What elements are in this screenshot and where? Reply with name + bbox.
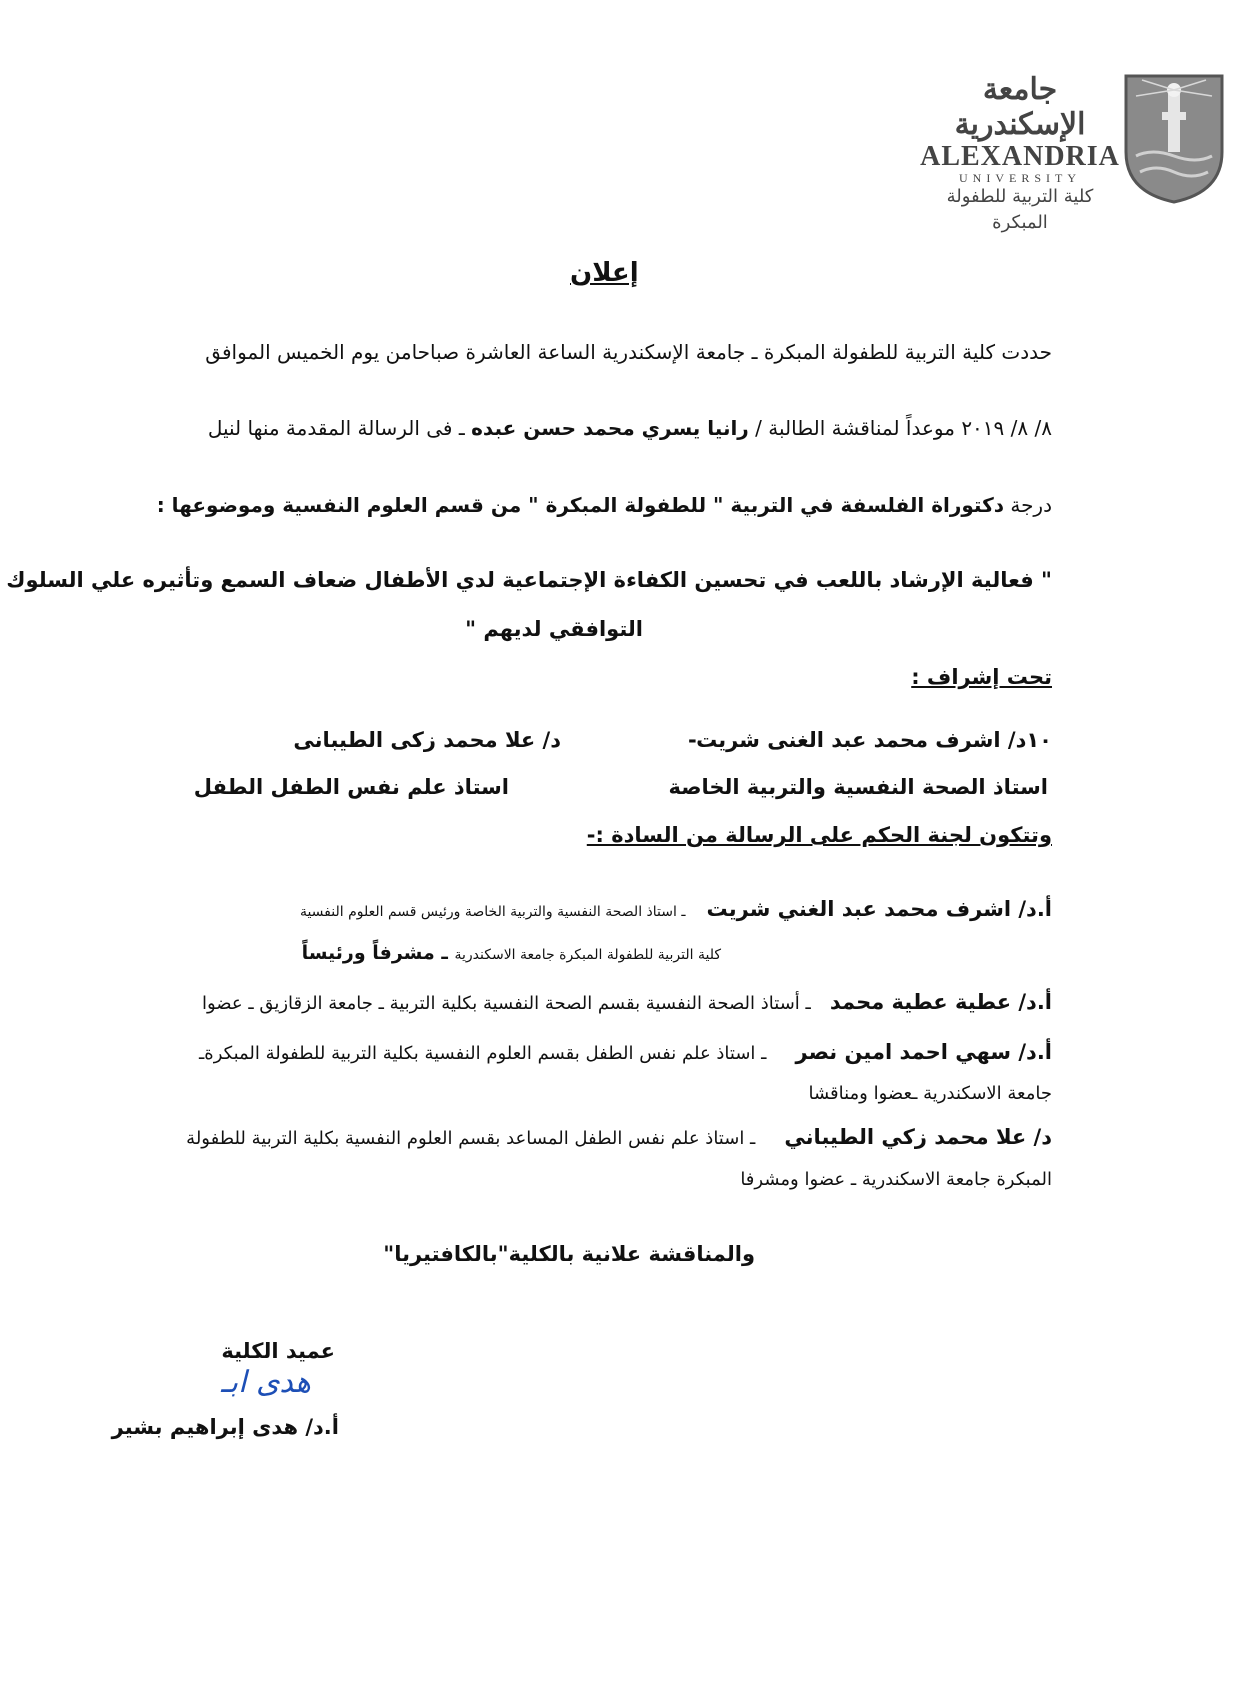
defense-date: ٨/ ٨/ ٢٠١٩	[961, 416, 1052, 440]
body-line-3	[157, 493, 1052, 517]
member-2-name: أ.د/ عطية عطية محمد	[829, 990, 1052, 1014]
student-name: رانيا يسري محمد حسن عبده	[471, 416, 749, 440]
page-title: إعلان	[570, 258, 639, 288]
lighthouse-shield-icon	[1122, 72, 1226, 206]
university-logo-text	[920, 72, 1120, 236]
body-line-2-b: ـ فى الرسالة المقدمة منها لنيل	[207, 416, 472, 440]
dean-title: عميد الكلية	[221, 1339, 335, 1363]
body-line-1: حددت كلية التربية للطفولة المبكرة ـ جامعة الإسكندرية الساعة العاشرة صباحامن يوم الخميس الموافق	[205, 340, 1052, 364]
body-line-2-a: موعداً لمناقشة الطالبة /	[748, 416, 962, 440]
supervisor-2-name: د/ علا محمد زكى الطيبانى	[293, 728, 561, 752]
degree-text: دكتوراة الفلسفة في التربية " للطفولة المبكرة " من قسم العلوم النفسية وموضوعها :	[156, 493, 1004, 517]
member-1-desc-2: كلية التربية للطفولة المبكرة جامعة الاسكندرية	[454, 947, 721, 963]
member-2-desc: ـ أستاذ الصحة النفسية بقسم الصحة النفسية بكلية التربية ـ جامعة الزقازيق ـ عضوا	[201, 993, 811, 1014]
member-1-desc: ـ استاذ الصحة النفسية والتربية الخاصة ورئيس قسم العلوم النفسية	[299, 904, 686, 920]
member-3-desc-2: جامعة الاسكندرية ـعضوا ومناقشا	[808, 1083, 1052, 1104]
supervisor-2-title: استاذ علم نفس الطفل الطفل	[193, 775, 509, 799]
handwritten-signature: هدى ابـ	[220, 1365, 311, 1400]
committee-member-1-line-2	[302, 942, 721, 964]
member-3-name: أ.د/ سهي احمد امين نصر	[795, 1040, 1052, 1064]
logo-english: ALEXANDRIA	[920, 141, 1120, 172]
committee-member-4	[186, 1125, 1052, 1149]
faculty-name: كلية التربية للطفولة المبكرة	[946, 186, 1094, 233]
member-4-desc-2: المبكرة جامعة الاسكندرية ـ عضوا ومشرفا	[740, 1169, 1052, 1190]
body-line-2	[208, 416, 1052, 440]
committee-member-1	[300, 897, 1052, 921]
thesis-title-line-2: التوافقي لديهم "	[465, 617, 643, 641]
dean-name: أ.د/ هدى إبراهيم بشير	[111, 1415, 339, 1439]
member-4-desc: ـ استاذ علم نفس الطفل المساعد بقسم العلوم النفسية بكلية التربية للطفولة	[186, 1128, 756, 1149]
supervisor-1-name: ١٠د/ اشرف محمد عبد الغنى شريت	[696, 728, 1052, 752]
supervisor-separator: -	[688, 728, 697, 752]
thesis-title-line-1: " فعالية الإرشاد باللعب في تحسين الكفاءة الإجتماعية لدي الأطفال ضعاف السمع وتأثيره علي السلوك	[6, 568, 1052, 592]
supervisor-1-title: استاذ الصحة النفسية والتربية الخاصة	[668, 775, 1048, 799]
public-defense-note: والمناقشة علانية بالكلية"بالكافتيريا"	[383, 1242, 755, 1266]
committee-member-2	[202, 990, 1052, 1014]
logo-arabic: جامعة الإسكندرية	[954, 72, 1086, 142]
body-line-3-a: درجة	[1003, 493, 1052, 517]
committee-member-3	[199, 1040, 1052, 1064]
supervision-heading: تحت إشراف :	[911, 665, 1052, 689]
member-1-name: أ.د/ اشرف محمد عبد الغني شريت	[706, 897, 1052, 921]
committee-heading: وتتكون لجنة الحكم على الرسالة من السادة :-	[586, 823, 1052, 847]
member-3-desc: ـ استاذ علم نفس الطفل بقسم العلوم النفسية بكلية التربية للطفولة المبكرةـ	[199, 1043, 767, 1064]
logo-university: UNIVERSITY	[959, 171, 1081, 185]
member-4-name: د/ علا محمد زكي الطيباني	[784, 1125, 1052, 1149]
member-1-role: ـ مشرفاً ورئيساً	[301, 942, 455, 964]
